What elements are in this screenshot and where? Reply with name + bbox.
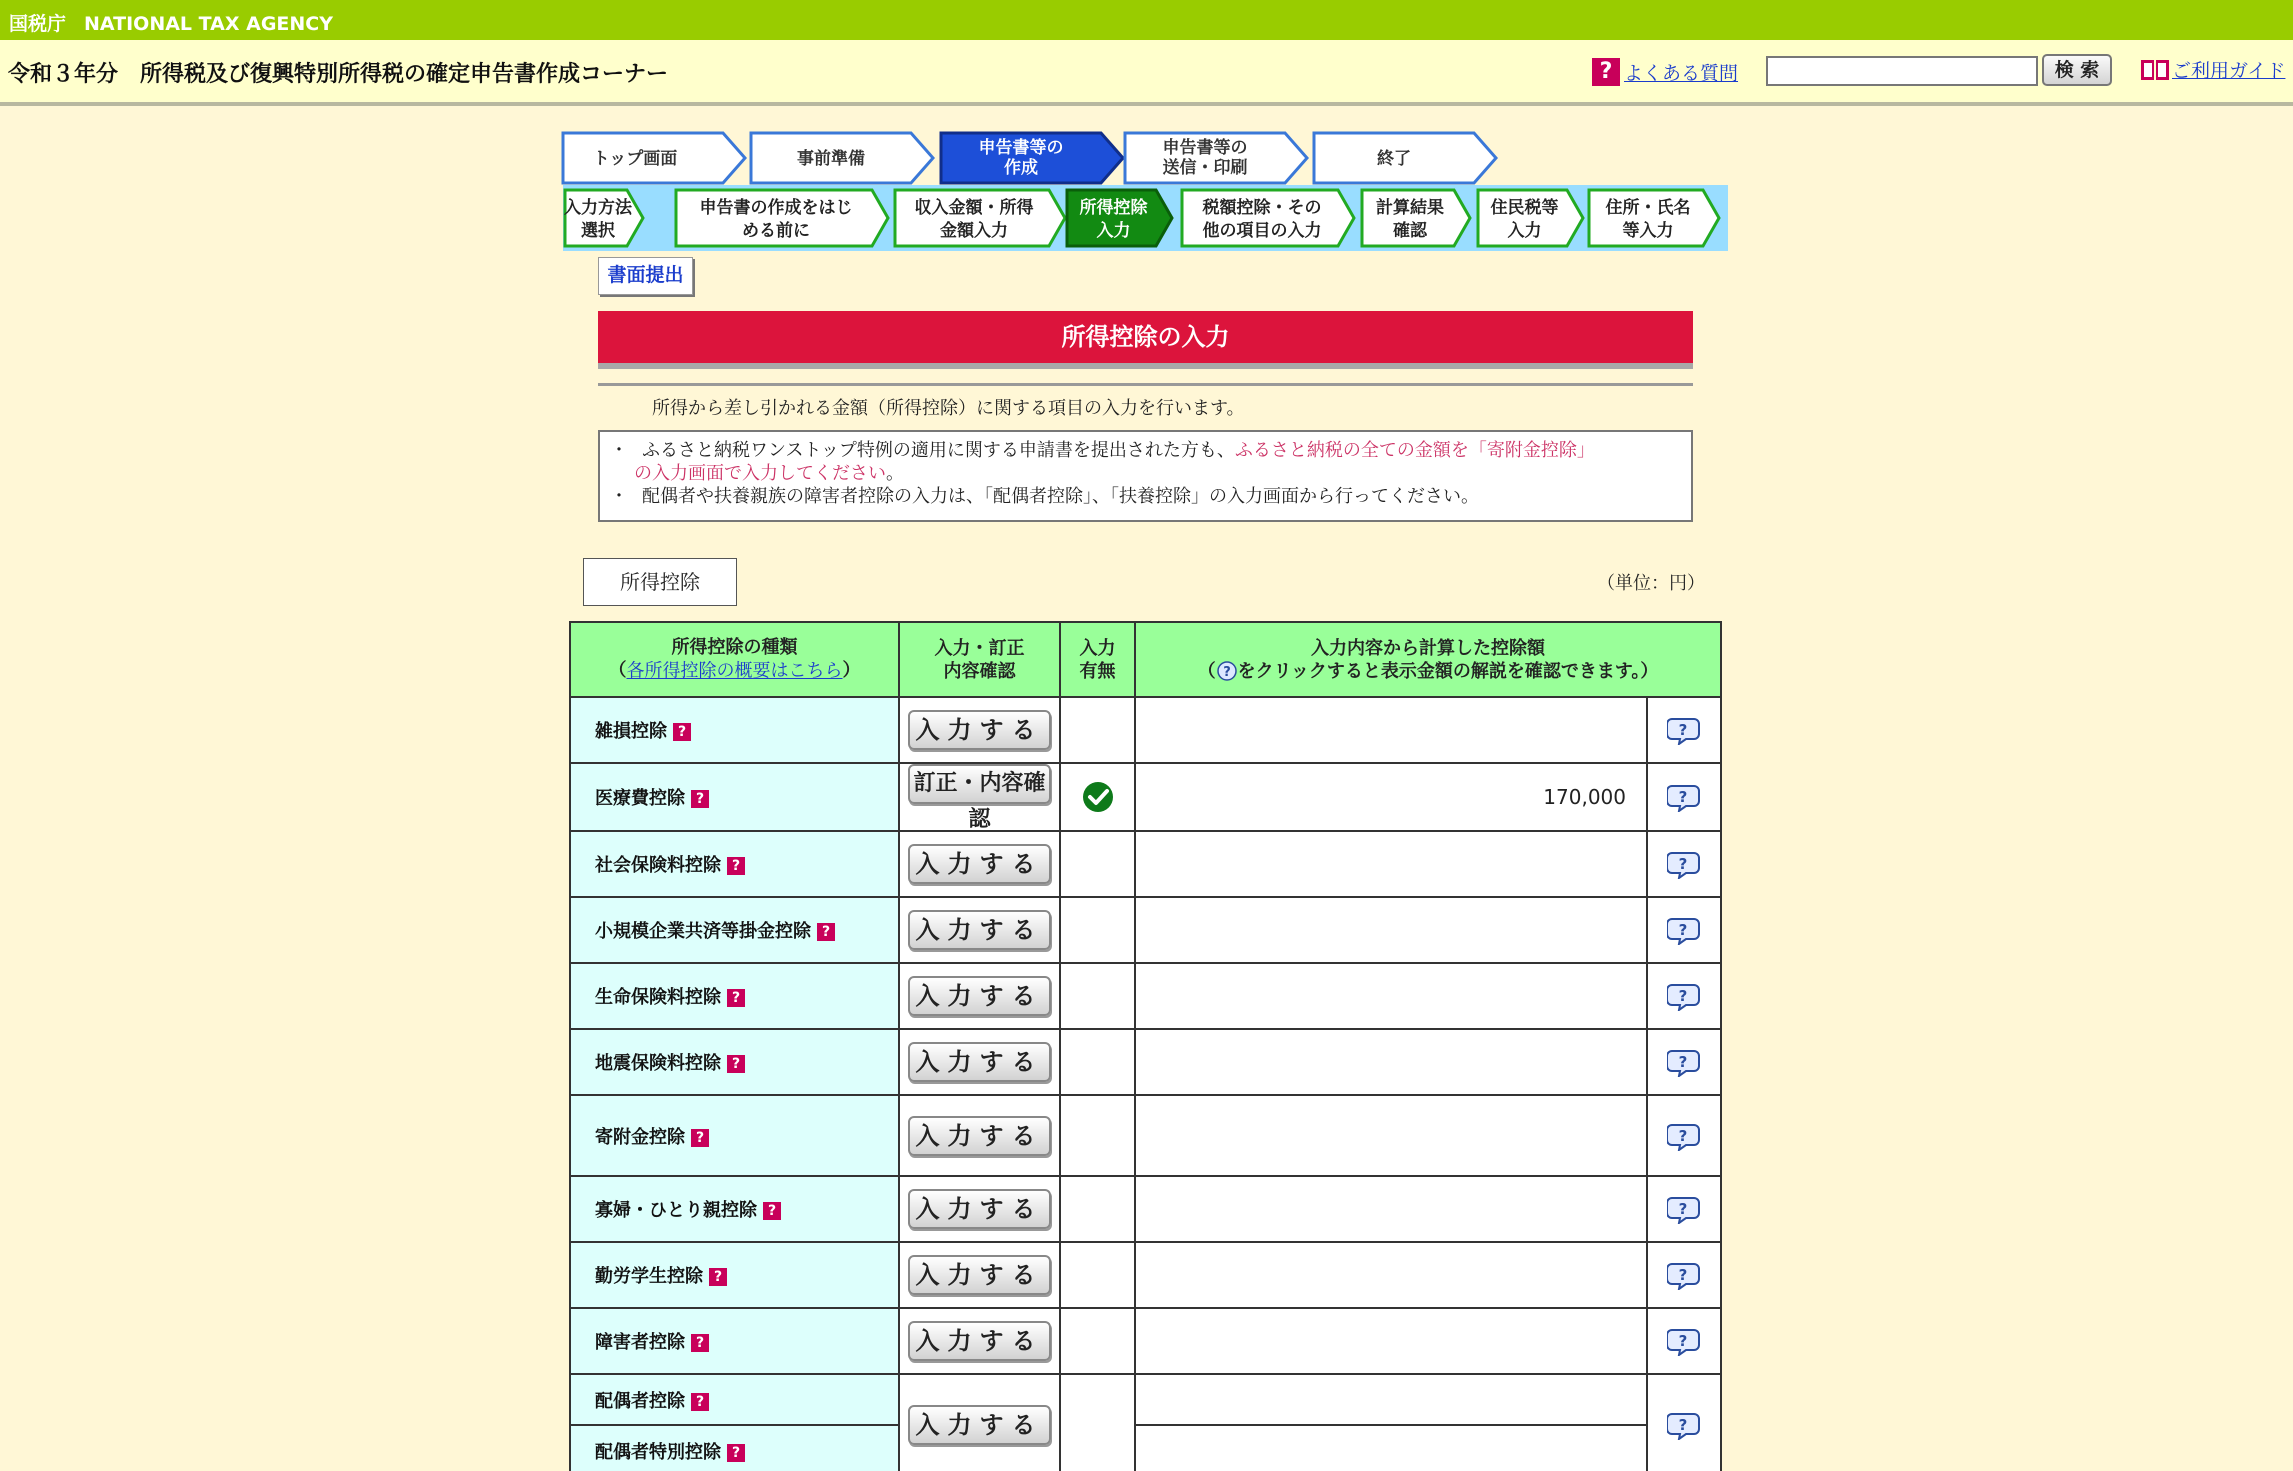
action-cell [899,763,1060,831]
main-step-2 [751,133,933,183]
sub-step-1-line2: 選択 [581,221,615,241]
help-cell [1647,963,1721,1029]
svg-text:?: ? [1678,1126,1688,1145]
svg-text:?: ? [1678,788,1688,806]
header-kind: 所得控除の種類 （各所得控除の概要はこちら） [570,622,899,697]
help-cell [1647,1308,1721,1374]
notice-box [598,430,1693,522]
unit-label: （単位：円） [1597,573,1705,594]
main-step-4-line2: 送信・印刷 [1162,158,1248,178]
deduction-kind: 障害者控除 ? [570,1308,899,1374]
help-cell [1647,831,1721,897]
search-button[interactable]: 検 索 [2042,54,2112,86]
input-button[interactable]: 入力する [908,1255,1051,1295]
svg-text:?: ? [1678,1200,1688,1218]
question-bubble-icon[interactable] [1667,1121,1701,1151]
notice-bullet-2: ・ [610,486,628,507]
notice-line-1: ・ ふるさと納税ワンストップ特例の適用に関する申請書を提出された方も、ふるさと納税の全ての金額を「寄附金控除」 [610,440,1595,461]
main-step-3-line1: 申告書等の [978,138,1064,158]
sub-step-8 [1589,190,1719,246]
action-cell [899,1374,1060,1471]
table-row-spouse-special [570,1425,1721,1471]
notice-line-2: の入力画面で入力してください。 [634,463,904,484]
action-cell [899,697,1060,763]
amount-cell [1135,1425,1647,1471]
action-cell [899,1242,1060,1308]
main-step-4-line1: 申告書等の [1162,138,1248,158]
page-title: 令和３年分 所得税及び復興特別所得税の確定申告書作成コーナー [8,62,669,87]
deduction-overview-link[interactable]: 各所得控除の概要はこちら [626,660,843,682]
heading-shadow [598,363,1693,369]
question-bubble-icon[interactable] [1667,1047,1701,1077]
deduction-kind: 小規模企業共済等掛金控除 ? [570,897,899,963]
question-bubble-icon[interactable] [1667,981,1701,1011]
sub-step-7-line2: 入力 [1507,221,1542,241]
help-cell [1647,1095,1721,1176]
question-bubble-icon[interactable] [1667,1410,1701,1440]
question-mark-icon[interactable]: ? [691,1334,709,1352]
notice-bullet-1: ・ [610,440,628,461]
deduction-kind: 寄附金控除 ? [570,1095,899,1176]
amount-cell [1135,1374,1647,1425]
amount-cell [1135,963,1647,1029]
svg-text:?: ? [1678,1416,1688,1434]
amount-cell [1135,1308,1647,1374]
table-header-row [570,622,1721,697]
main-step-3 [941,133,1123,183]
entered-flag-cell [1060,1374,1135,1471]
input-button[interactable]: 訂正・内容確認 [908,764,1051,804]
main-step-5 [1314,133,1496,183]
input-button[interactable]: 入力する [908,1405,1051,1445]
deduction-kind: 勤労学生控除 ? [570,1242,899,1308]
sub-step-2-line2: める前に [742,221,810,241]
entered-flag-cell [1060,697,1135,763]
action-cell [899,1176,1060,1242]
deduction-kind: 雑損控除 ? [570,697,899,763]
table-row [570,1029,1721,1095]
question-mark-icon[interactable]: ? [691,1129,709,1147]
deduction-kind: 地震保険料控除 ? [570,1029,899,1095]
main-step-5-label: 終了 [1377,149,1411,169]
svg-text:?: ? [1678,1332,1688,1350]
question-mark-icon[interactable]: ? [763,1202,781,1220]
entered-flag-cell [1060,963,1135,1029]
svg-text:?: ? [1678,921,1688,939]
table-row-spouse [570,1374,1721,1425]
main-step-4 [1125,133,1307,183]
entered-flag-cell [1060,1242,1135,1308]
question-mark-icon[interactable]: ? [727,857,745,875]
question-bubble-icon[interactable] [1667,1194,1701,1224]
table-row [570,1095,1721,1176]
amount-cell [1135,1176,1647,1242]
table-row [570,1176,1721,1242]
help-cell [1647,1029,1721,1095]
table-row [570,963,1721,1029]
step-navigation [0,0,2293,260]
sub-step-5 [1182,190,1354,246]
svg-text:?: ? [1678,1266,1688,1284]
sub-step-6-line1: 計算結果 [1376,198,1444,218]
input-button[interactable]: 入力する [908,844,1051,884]
table-row [570,1308,1721,1374]
help-cell [1647,1176,1721,1242]
question-bubble-icon[interactable] [1667,782,1701,812]
sub-step-1 [564,190,643,246]
question-mark-icon[interactable]: ? [709,1268,727,1286]
question-mark-icon[interactable]: ? [673,723,691,741]
sub-step-3-line2: 金額入力 [940,221,1008,241]
sub-step-1-line1: 入力方法 [564,198,632,218]
entered-flag-cell [1060,1029,1135,1095]
help-cell [1647,1374,1721,1471]
svg-text:?: ? [1222,664,1231,680]
question-bubble-icon[interactable] [1667,1326,1701,1356]
amount-cell [1135,831,1647,897]
deduction-kind: 社会保険料控除 ? [570,831,899,897]
sub-step-5-line1: 税額控除・その [1202,198,1322,218]
sub-step-5-line2: 他の項目の入力 [1202,221,1322,241]
table-row [570,897,1721,963]
action-cell [899,1095,1060,1176]
deduction-kind: 配偶者特別控除 ? [570,1425,899,1471]
amount-cell [1135,1095,1647,1176]
sub-step-4-line1: 所得控除 [1079,198,1148,218]
question-mark-icon[interactable]: ? [817,923,835,941]
tab-income-deduction: 所得控除 [583,558,737,606]
guide-link[interactable]: ご利用ガイド [2172,60,2286,82]
heading-divider [598,383,1693,386]
paper-submission-button[interactable]: 書面提出 [598,257,693,295]
help-cell [1647,697,1721,763]
entered-flag-cell [1060,763,1135,831]
question-mark-icon[interactable]: ? [727,989,745,1007]
question-bubble-icon[interactable] [1667,1260,1701,1290]
sub-step-4-line2: 入力 [1096,221,1131,241]
question-bubble-icon[interactable] [1667,715,1701,745]
svg-text:?: ? [1678,855,1688,873]
agency-english: NATIONAL TAX AGENCY [84,13,333,35]
header-flag: 入力 有無 [1060,622,1135,697]
amount-cell [1135,897,1647,963]
input-button[interactable]: 入力する [908,710,1051,750]
amount-cell: 170,000 [1135,763,1647,831]
question-bubble-icon[interactable] [1667,915,1701,945]
deduction-table [569,621,1722,1471]
sub-step-2-line1: 申告書の作成をはじ [699,198,853,218]
svg-text:?: ? [1678,721,1688,739]
question-bubble-icon [1216,661,1238,683]
input-button[interactable]: 入力する [908,910,1051,950]
amount-cell [1135,1242,1647,1308]
amount-cell [1135,1029,1647,1095]
table-row [570,763,1721,831]
input-button[interactable]: 入力する [908,1321,1051,1361]
amount-cell [1135,697,1647,763]
entered-flag-cell [1060,1095,1135,1176]
sub-step-4 [1067,190,1172,246]
sub-step-6-line2: 確認 [1393,221,1427,241]
green-check-icon [1082,781,1114,813]
question-mark-icon[interactable]: ? [727,1444,745,1462]
main-step-3-line2: 作成 [1004,158,1038,178]
main-step-2-label: 事前準備 [797,149,865,169]
faq-question-icon: ? [1592,58,1620,86]
help-cell [1647,897,1721,963]
sub-step-2 [676,190,888,246]
entered-flag-cell [1060,1176,1135,1242]
entered-flag-cell [1060,1308,1135,1374]
deduction-kind: 生命保険料控除 ? [570,963,899,1029]
question-mark-icon[interactable]: ? [691,790,709,808]
main-step-1-label: トップ画面 [592,149,678,169]
section-heading: 所得控除の入力 [598,311,1693,363]
input-button[interactable]: 入力する [908,976,1051,1016]
input-button[interactable]: 入力する [908,1042,1051,1082]
question-mark-icon[interactable]: ? [727,1055,745,1073]
table-row [570,831,1721,897]
notice-line-3: ・ 配偶者や扶養親族の障害者控除の入力は、「配偶者控除」、「扶養控除」の入力画面から行ってください。 [610,486,1479,507]
deduction-kind: 配偶者控除 ? [570,1374,899,1425]
main-step-1 [563,133,745,183]
sub-step-6 [1362,190,1470,246]
input-button[interactable]: 入力する [908,1189,1051,1229]
entered-flag-cell [1060,831,1135,897]
help-cell [1647,763,1721,831]
sub-step-7-line1: 住民税等 [1490,198,1559,218]
deduction-kind: 寡婦・ひとり親控除 ? [570,1176,899,1242]
agency-kanji: 国税庁 [9,13,67,35]
sub-step-8-line2: 等入力 [1622,221,1674,241]
action-cell [899,963,1060,1029]
question-bubble-icon[interactable] [1667,849,1701,879]
svg-text:?: ? [1678,1053,1688,1071]
help-cell [1647,1242,1721,1308]
sub-step-3 [895,190,1065,246]
sub-step-8-line1: 住所・氏名 [1605,198,1691,218]
header-action: 入力・訂正 内容確認 [899,622,1060,697]
header-amount: 入力内容から計算した控除額 （ ? をクリックすると表示金額の解説を確認できます。） [1135,622,1721,697]
action-cell [899,1308,1060,1374]
action-cell [899,831,1060,897]
table-row [570,697,1721,763]
action-cell [899,1029,1060,1095]
faq-link[interactable]: よくある質問 [1624,62,1739,85]
svg-text:?: ? [1678,987,1688,1005]
intro-text: 所得から差し引かれる金額（所得控除）に関する項目の入力を行います。 [652,398,1245,419]
sub-step-3-line1: 収入金額・所得 [914,198,1034,218]
action-cell [899,897,1060,963]
deduction-kind: 医療費控除 ? [570,763,899,831]
sub-step-7 [1478,190,1583,246]
question-mark-icon[interactable]: ? [691,1393,709,1411]
input-button[interactable]: 入力する [908,1116,1051,1156]
entered-flag-cell [1060,897,1135,963]
table-row [570,1242,1721,1308]
